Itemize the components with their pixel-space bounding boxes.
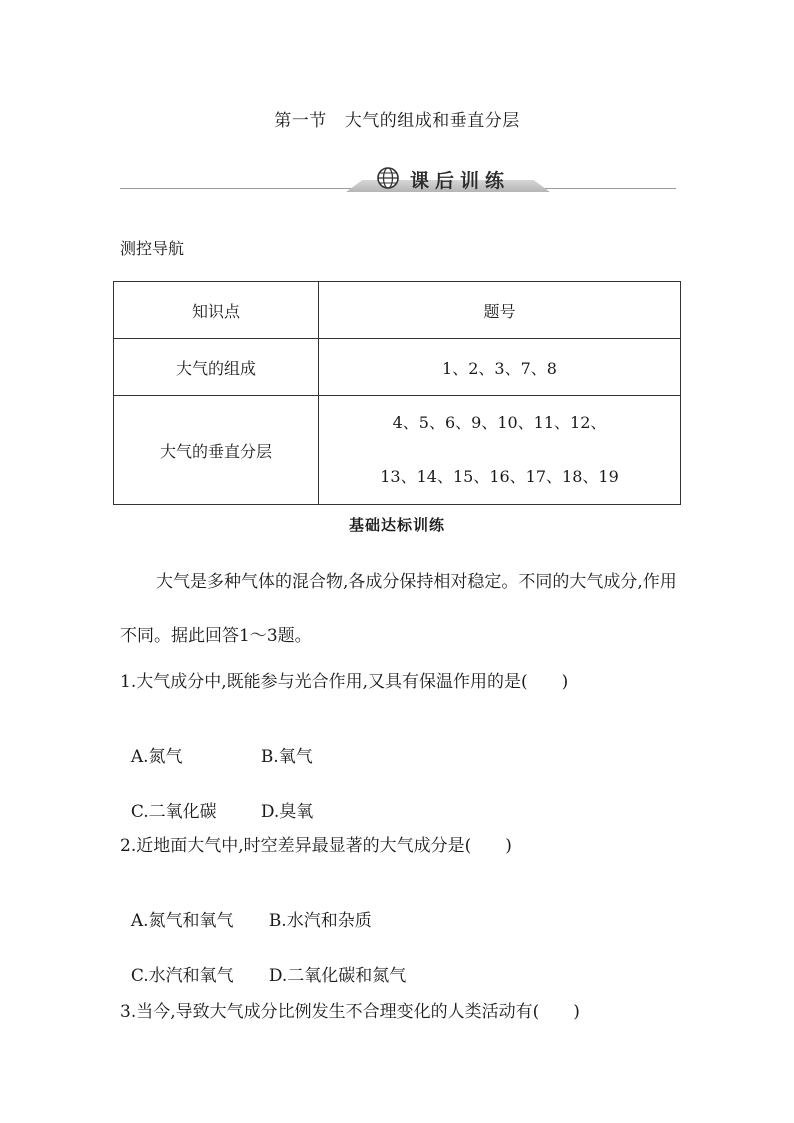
nav-label: 测控导航 [120, 239, 185, 258]
question-stem: 3.当今,导致大气成分比例发生不合理变化的人类活动有( ) [120, 1002, 580, 1022]
options-row [120, 722, 313, 767]
option: D.臭氧 [260, 802, 314, 822]
section-number: 第一节 [274, 111, 327, 131]
question-numbers-cell [319, 396, 681, 505]
option: A.氮气和氧气 [130, 911, 234, 931]
column-header: 知识点 [114, 282, 319, 339]
table-header-row [114, 282, 681, 339]
question-numbers-line: 4、5、6、9、10、11、12、 [392, 413, 607, 432]
table-row [114, 396, 681, 505]
option: B.氧气 [260, 747, 313, 767]
topic-cell: 大气的垂直分层 [114, 396, 319, 505]
options-row [120, 941, 406, 986]
section-title: 大气的组成和垂直分层 [344, 111, 520, 131]
option: C.二氧化碳 [130, 802, 217, 822]
navigation-table [113, 281, 681, 505]
question-stem: 2.近地面大气中,时空差异最显著的大气成分是( ) [120, 836, 512, 856]
column-header: 题号 [319, 282, 681, 339]
question-stem: 1.大气成分中,既能参与光合作用,又具有保温作用的是( ) [120, 672, 569, 692]
exercise-banner [346, 164, 546, 194]
globe-icon [376, 166, 400, 190]
option: D.二氧化碳和氮气 [268, 966, 407, 986]
option: A.氮气 [130, 747, 183, 767]
intro-paragraph: 大气是多种气体的混合物,各成分保持相对稳定。不同的大气成分,作用不同。据此回答1～3题。 [120, 572, 677, 646]
subheading: 基础达标训练 [348, 516, 445, 534]
question-numbers-line: 13、14、15、16、17、18、19 [380, 467, 619, 486]
options-row [120, 886, 372, 931]
page-title [0, 106, 794, 131]
table-row [114, 339, 681, 396]
question-numbers-cell: 1、2、3、7、8 [319, 339, 681, 396]
options-row [120, 777, 313, 822]
banner-title: 课后训练 [410, 170, 511, 192]
topic-cell: 大气的组成 [114, 339, 319, 396]
option: C.水汽和氧气 [130, 966, 234, 986]
option: B.水汽和杂质 [268, 911, 372, 931]
